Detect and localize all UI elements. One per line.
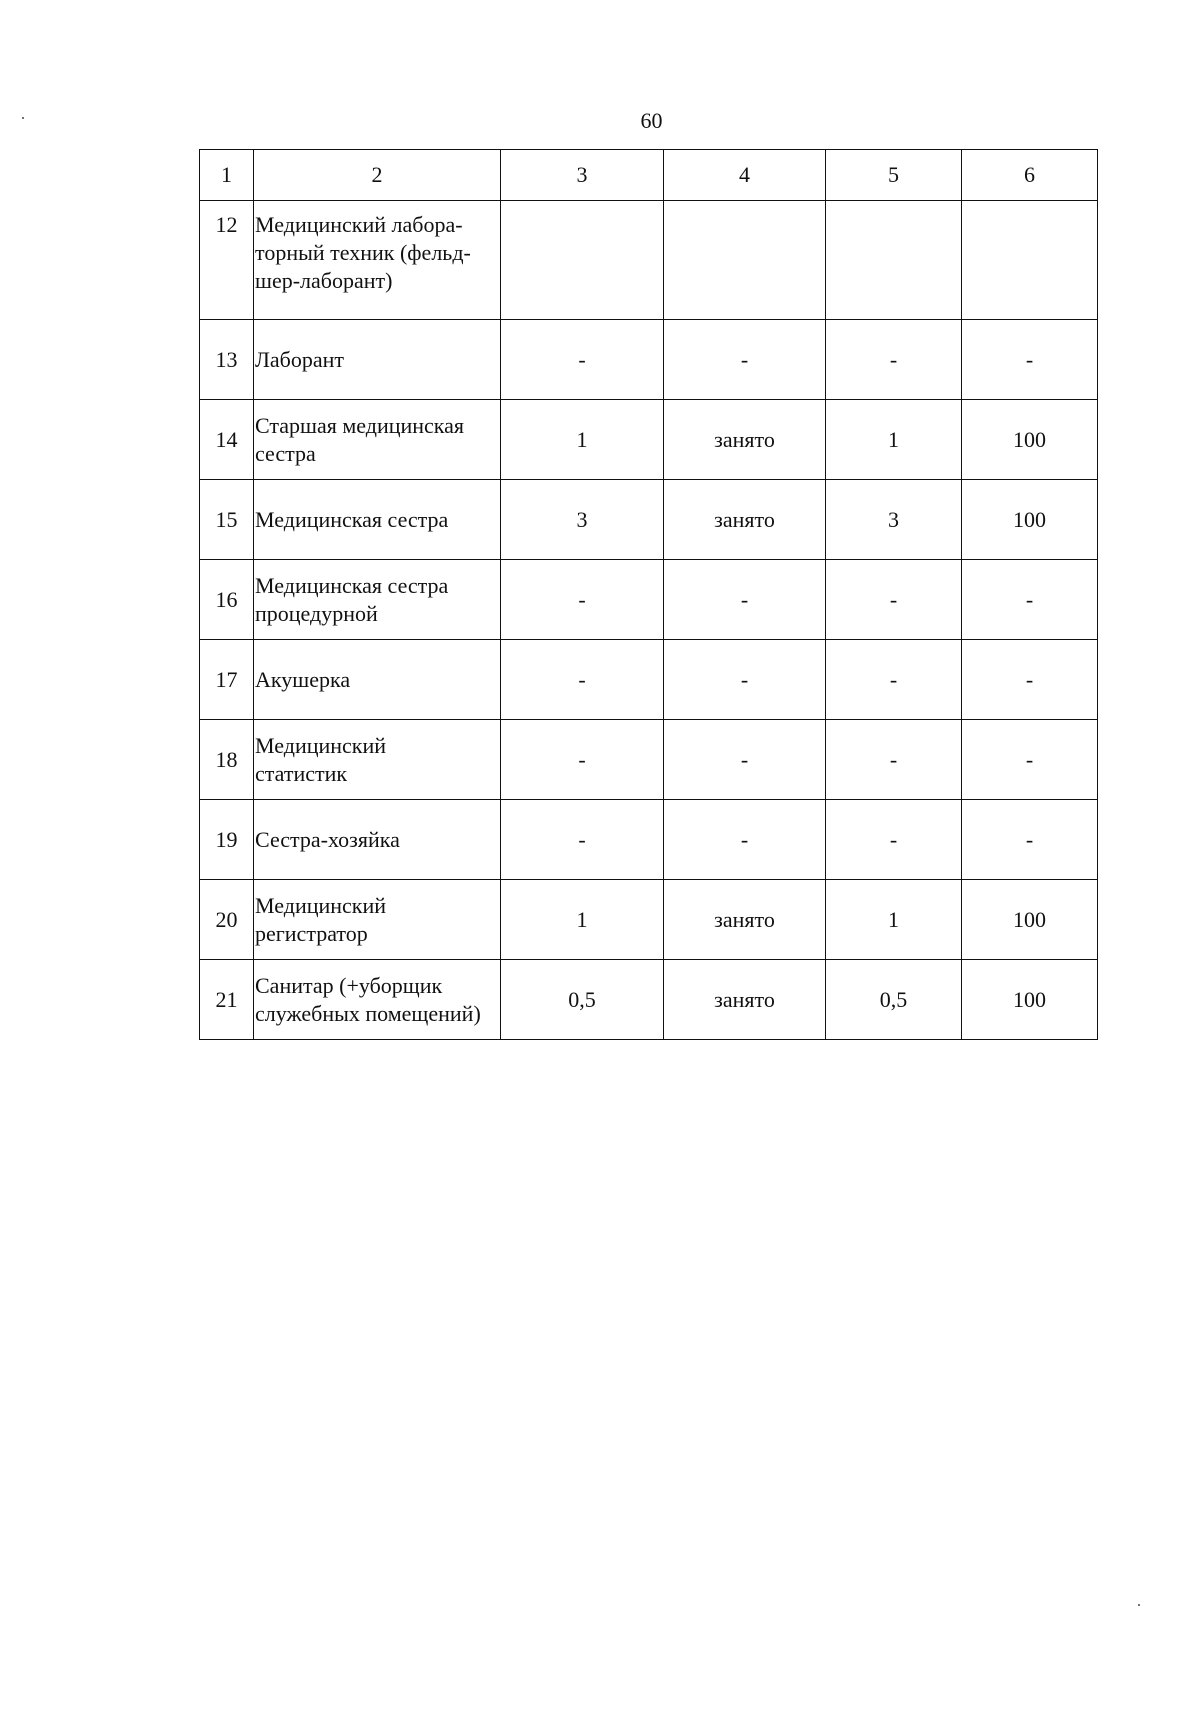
- table-row: [200, 720, 1098, 800]
- table-row: [200, 800, 1098, 880]
- column-6-cell: -: [962, 640, 1098, 720]
- column-6-cell: 100: [962, 400, 1098, 480]
- column-3-cell: 1: [501, 400, 664, 480]
- column-5-cell: 1: [826, 400, 962, 480]
- column-5-cell: 1: [826, 880, 962, 960]
- column-4-cell: занято: [664, 880, 826, 960]
- column-4-cell: -: [664, 560, 826, 640]
- column-5-cell: -: [826, 320, 962, 400]
- column-3-cell: 1: [501, 880, 664, 960]
- column-4-cell: занято: [664, 960, 826, 1040]
- table-row: [200, 400, 1098, 480]
- header-cell: 3: [501, 150, 664, 201]
- row-number-cell: 15: [200, 480, 254, 560]
- position-name-cell: Медицинская сестра: [254, 480, 501, 560]
- column-5-cell: -: [826, 720, 962, 800]
- table-header-row: [200, 150, 1098, 201]
- column-4-cell: занято: [664, 480, 826, 560]
- column-4-cell: -: [664, 320, 826, 400]
- column-4-cell: -: [664, 720, 826, 800]
- table-row: [200, 560, 1098, 640]
- column-5-cell: [826, 201, 962, 320]
- column-6-cell: -: [962, 720, 1098, 800]
- column-3-cell: -: [501, 640, 664, 720]
- row-number-cell: 14: [200, 400, 254, 480]
- column-6-cell: -: [962, 800, 1098, 880]
- column-4-cell: -: [664, 800, 826, 880]
- row-number-cell: 17: [200, 640, 254, 720]
- column-5-cell: -: [826, 560, 962, 640]
- column-3-cell: -: [501, 320, 664, 400]
- position-name-cell: Медицинский статистик: [254, 720, 501, 800]
- scan-speck: [1138, 1604, 1140, 1606]
- position-name-cell: Старшая медицинская сестра: [254, 400, 501, 480]
- position-name-cell: Сестра-хозяйка: [254, 800, 501, 880]
- table-row: [200, 480, 1098, 560]
- row-number-cell: 20: [200, 880, 254, 960]
- row-number-cell: 19: [200, 800, 254, 880]
- row-number-cell: 16: [200, 560, 254, 640]
- column-4-cell: -: [664, 640, 826, 720]
- column-6-cell: 100: [962, 960, 1098, 1040]
- column-4-cell: [664, 201, 826, 320]
- position-name-cell: Санитар (+уборщик служебных помещений): [254, 960, 501, 1040]
- column-5-cell: -: [826, 800, 962, 880]
- column-5-cell: 0,5: [826, 960, 962, 1040]
- table-row: [200, 880, 1098, 960]
- table-row: [200, 201, 1098, 320]
- column-3-cell: 3: [501, 480, 664, 560]
- column-3-cell: -: [501, 800, 664, 880]
- header-cell: 5: [826, 150, 962, 201]
- header-cell: 4: [664, 150, 826, 201]
- position-name-cell: Акушерка: [254, 640, 501, 720]
- column-5-cell: -: [826, 640, 962, 720]
- position-name-cell: Лаборант: [254, 320, 501, 400]
- header-cell: 2: [254, 150, 501, 201]
- column-3-cell: 0,5: [501, 960, 664, 1040]
- header-cell: 1: [200, 150, 254, 201]
- column-6-cell: -: [962, 560, 1098, 640]
- staffing-table: [199, 149, 1098, 1040]
- scan-speck: [22, 117, 24, 119]
- table-row: [200, 640, 1098, 720]
- page-number: 60: [640, 108, 663, 133]
- column-6-cell: -: [962, 320, 1098, 400]
- column-3-cell: [501, 201, 664, 320]
- row-number-cell: 12: [200, 201, 254, 320]
- table-row: [200, 320, 1098, 400]
- position-name-cell: Медицинская сестра процедурной: [254, 560, 501, 640]
- column-6-cell: 100: [962, 480, 1098, 560]
- row-number-cell: 21: [200, 960, 254, 1040]
- column-3-cell: -: [501, 560, 664, 640]
- table-row: [200, 960, 1098, 1040]
- column-4-cell: занято: [664, 400, 826, 480]
- position-name-cell: Медицинский регистратор: [254, 880, 501, 960]
- column-6-cell: [962, 201, 1098, 320]
- row-number-cell: 18: [200, 720, 254, 800]
- header-cell: 6: [962, 150, 1098, 201]
- row-number-cell: 13: [200, 320, 254, 400]
- column-6-cell: 100: [962, 880, 1098, 960]
- column-3-cell: -: [501, 720, 664, 800]
- position-name-cell: Медицинский лабора- торный техник (фельд- шер-лаборант): [254, 201, 501, 320]
- column-5-cell: 3: [826, 480, 962, 560]
